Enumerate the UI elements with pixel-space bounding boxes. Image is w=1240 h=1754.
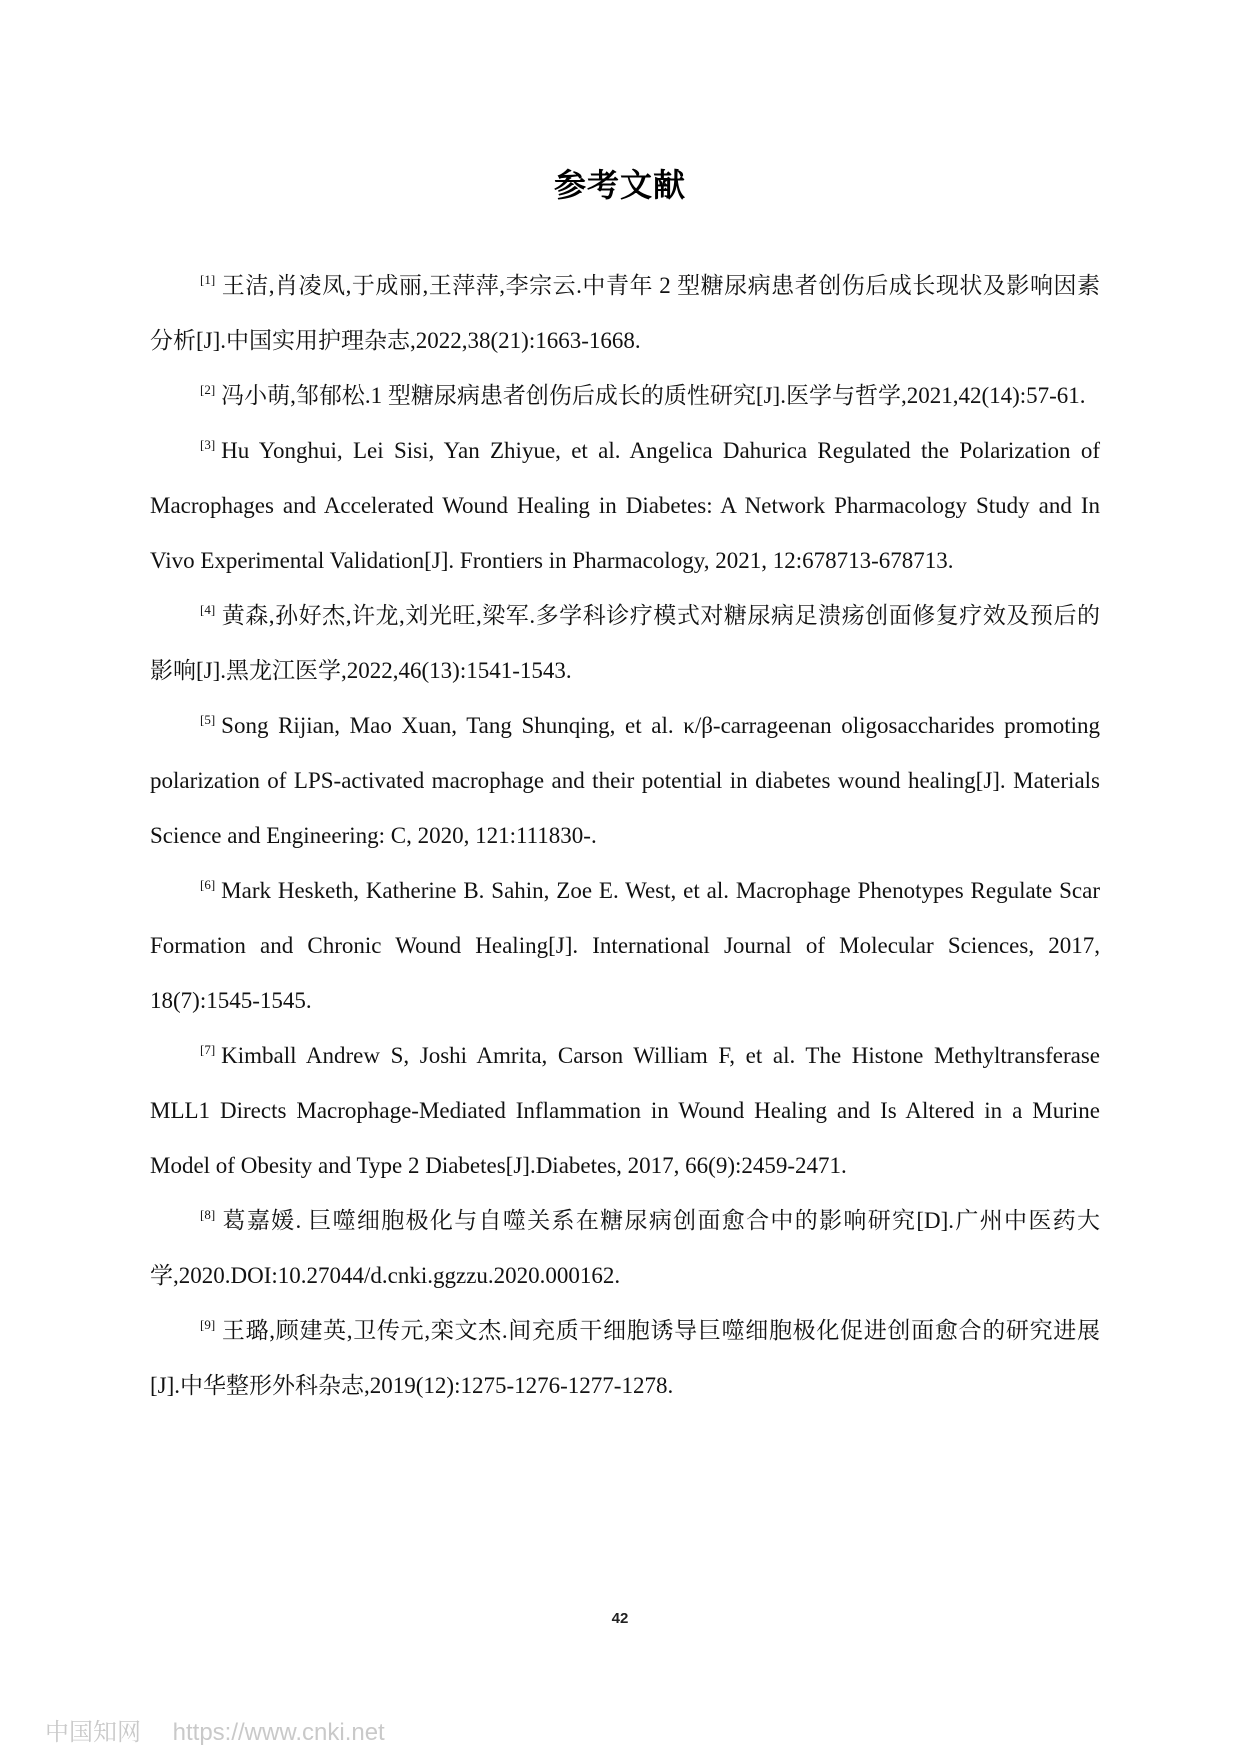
reference-number: [5]: [200, 712, 216, 728]
watermark-url: https://www.cnki.net: [172, 1719, 385, 1746]
reference-number: [7]: [200, 1042, 216, 1058]
reference-number: [9]: [200, 1317, 216, 1333]
reference-item: [150, 258, 1100, 368]
reference-number: [6]: [200, 877, 216, 893]
reference-text: 葛嘉媛. 巨噬细胞极化与自噬关系在糖尿病创面愈合中的影响研究[D].广州中医药大学,2020.DOI:10.27044/d.cnki.ggzzu.2020.000162.: [150, 1208, 1100, 1288]
reference-list: [150, 258, 1100, 1413]
reference-item: [150, 423, 1100, 588]
reference-item: [150, 1193, 1100, 1303]
reference-item: [150, 698, 1100, 863]
reference-text: Mark Hesketh, Katherine B. Sahin, Zoe E. West, et al. Macrophage Phenotypes Regulate Scar Formation and Chronic Wound Healing[J]. International Journal of Molecular Sciences, 2017, 18(7):1545-1545.: [150, 878, 1100, 1013]
reference-item: [150, 368, 1100, 423]
reference-item: [150, 863, 1100, 1028]
page-title: 参考文献: [553, 166, 686, 204]
cnki-watermark: [45, 1712, 385, 1747]
reference-text: Kimball Andrew S, Joshi Amrita, Carson William F, et al. The Histone Methyltransferase MLL1 Directs Macrophage-Mediated Inflammation in Wound Healing and Is Altered in a Murine Model of Obesity and Type 2 Diabetes[J].Diabetes, 2017, 66(9):2459-2471.: [150, 1043, 1100, 1178]
reference-text: 冯小萌,邹郁松.1 型糖尿病患者创伤后成长的质性研究[J].医学与哲学,2021,42(14):57-61.: [221, 383, 1086, 408]
reference-number: [2]: [200, 382, 216, 398]
reference-number: [1]: [200, 272, 216, 288]
reference-item: [150, 588, 1100, 698]
reference-text: 黄森,孙好杰,许龙,刘光旺,梁军.多学科诊疗模式对糖尿病足溃疡创面修复疗效及预后的影响[J].黑龙江医学,2022,46(13):1541-1543.: [150, 603, 1100, 683]
reference-item: [150, 1303, 1100, 1413]
page-number: 42: [611, 1610, 629, 1627]
watermark-logo-text: 中国知网: [45, 1718, 141, 1746]
reference-text: Hu Yonghui, Lei Sisi, Yan Zhiyue, et al. Angelica Dahurica Regulated the Polarization of Macrophages and Accelerated Wound Healing in Diabetes: A Network Pharmacology Study and In Vivo Experimental Validation[J]. Frontiers in Pharmacology, 2021, 12:678713-678713.: [150, 438, 1100, 573]
reference-text: Song Rijian, Mao Xuan, Tang Shunqing, et al. κ/β-carrageenan oligosaccharides promoting polarization of LPS-activated macrophage and their potential in diabetes wound healing[J]. Materials Science and Engineering: C, 2020, 121:111830-.: [150, 713, 1100, 848]
reference-number: [3]: [200, 437, 216, 453]
reference-number: [4]: [200, 602, 216, 618]
reference-item: [150, 1028, 1100, 1193]
reference-number: [8]: [200, 1207, 216, 1223]
reference-text: 王洁,肖凌凤,于成丽,王萍萍,李宗云.中青年 2 型糖尿病患者创伤后成长现状及影响因素分析[J].中国实用护理杂志,2022,38(21):1663-1668.: [150, 273, 1100, 353]
reference-text: 王璐,顾建英,卫传元,栾文杰.间充质干细胞诱导巨噬细胞极化促进创面愈合的研究进展[J].中华整形外科杂志,2019(12):1275-1276-1277-1278.: [150, 1318, 1100, 1398]
